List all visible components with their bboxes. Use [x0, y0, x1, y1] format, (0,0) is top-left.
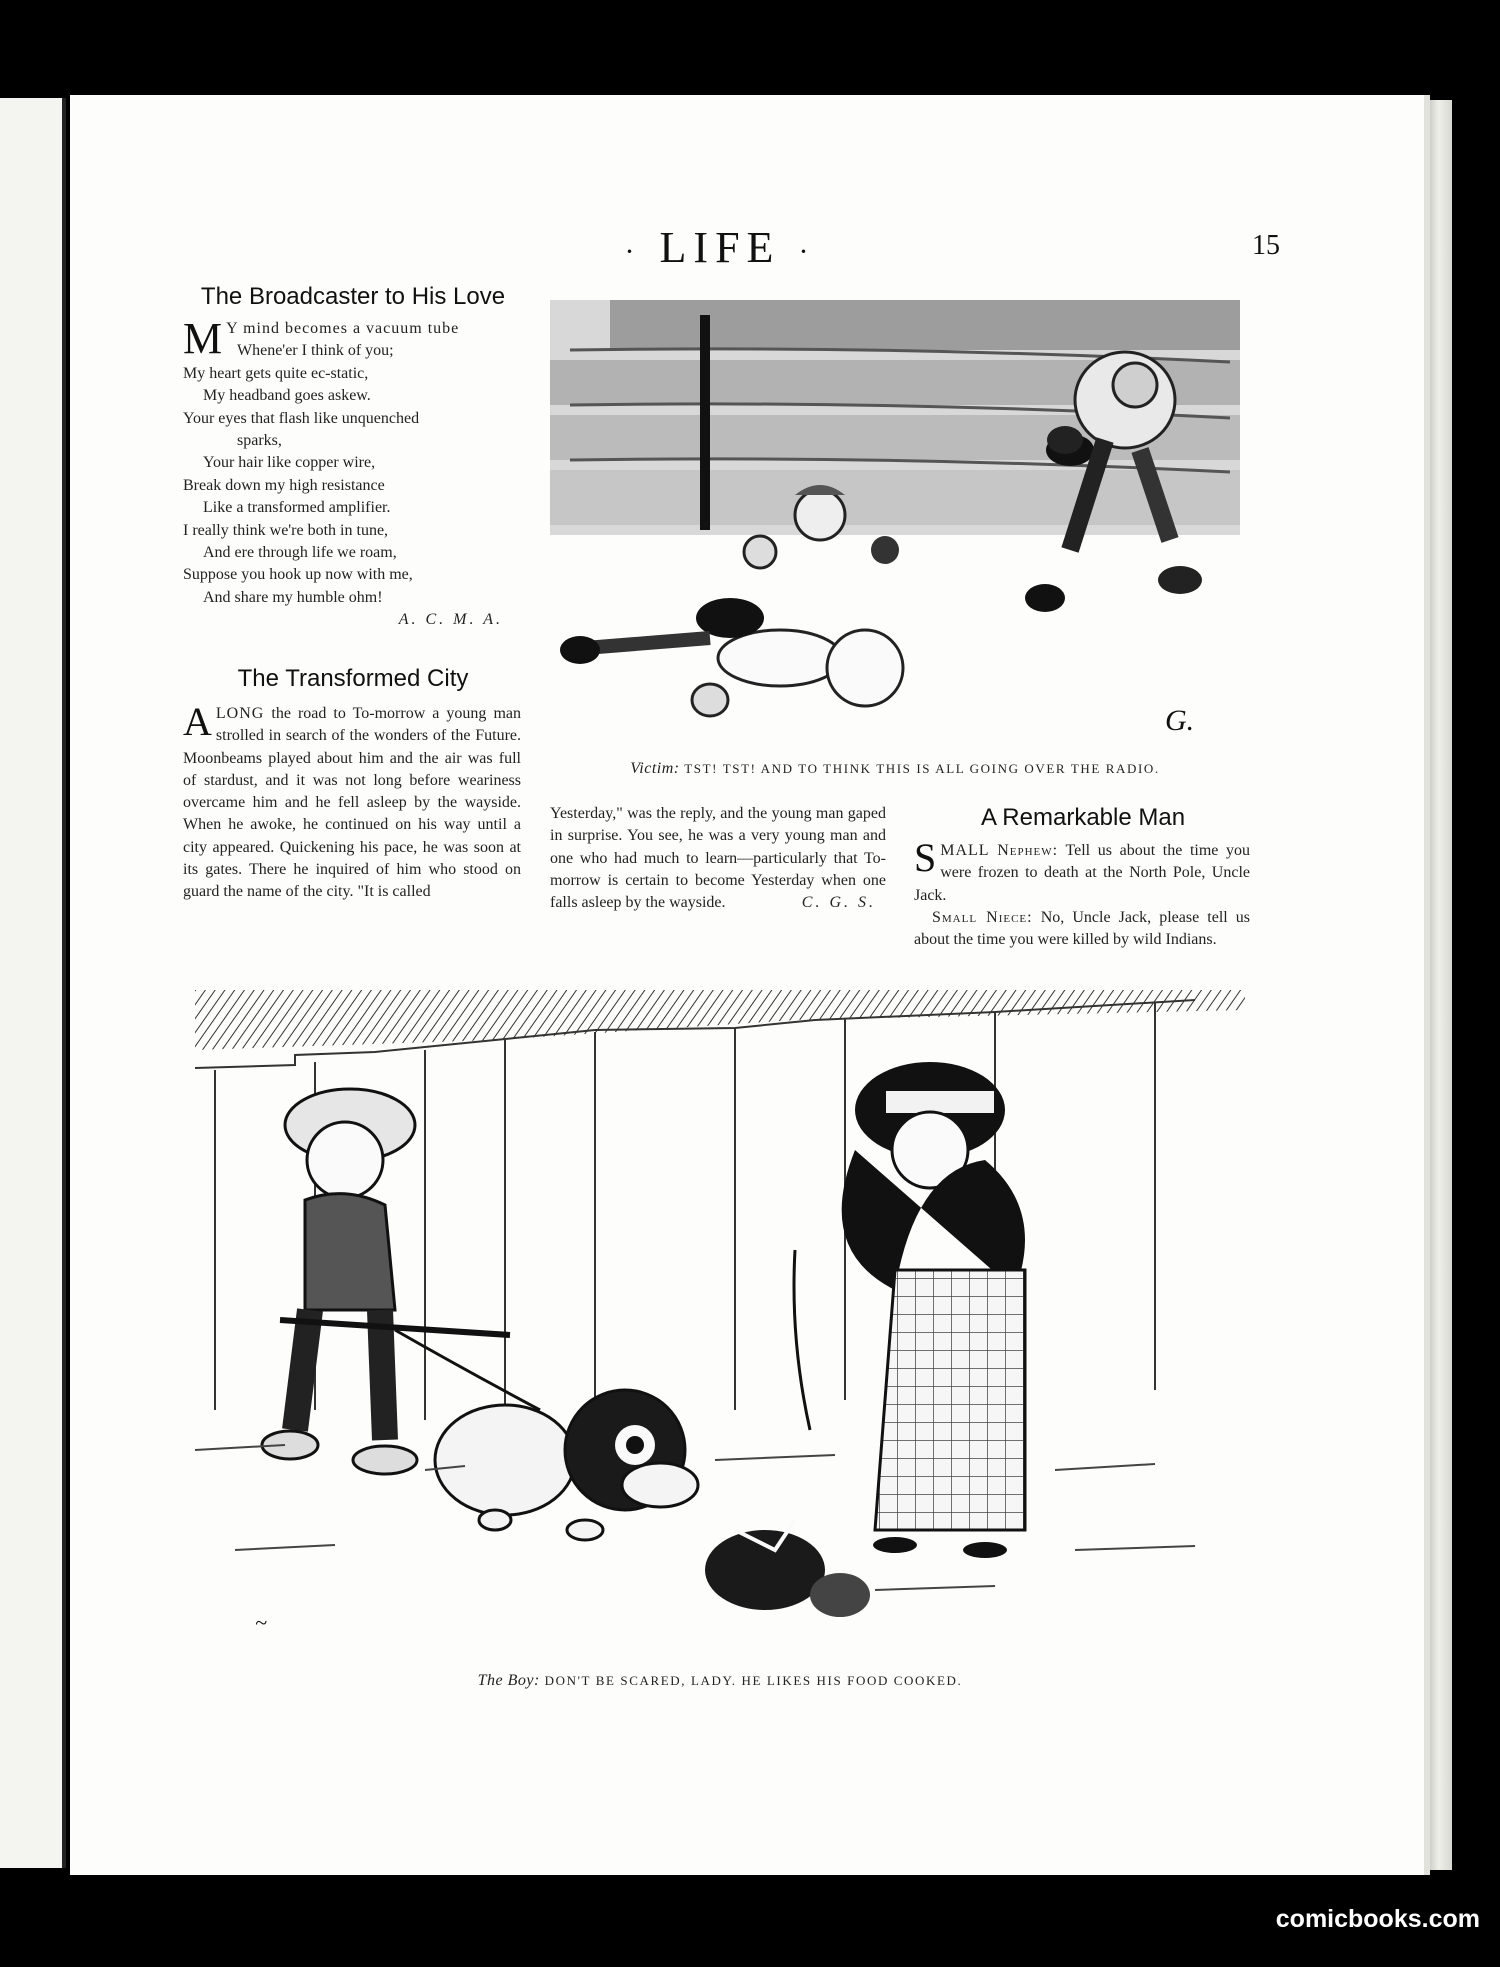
dropped-doll: [705, 1520, 870, 1617]
city-column-1-text: the road to To-morrow a young man strolled in search of the wonders of the Future. Moonbeams played about him and the air was full of stardust, and it was not long before weariness overcame him and he fell asleep by the wayside. When he awoke, he continued on his way until a city appeared. Quickening his pace, he was soon at its gates. There he inquired of him who stood on guard the name of the city. "It is called: [183, 705, 522, 901]
page-stack-edge: [1430, 100, 1452, 1870]
city-first-word: LONG: [215, 705, 265, 722]
boxing-caption-speaker: Victim:: [630, 760, 680, 777]
lady-character: [794, 1062, 1025, 1558]
city-drop-cap: A: [183, 699, 212, 744]
masthead-dot-left: ·: [624, 234, 642, 268]
page-number: 15: [1252, 230, 1280, 261]
city-signature: C. G. S.: [801, 894, 876, 912]
remarkable-body: [914, 835, 1251, 951]
bulldog-caption: [260, 1672, 1180, 1690]
knocked-out-boxer: [560, 598, 903, 716]
poem-drop-cap: M: [183, 314, 223, 363]
facing-page-edge: [0, 98, 66, 1868]
masthead: [560, 222, 880, 274]
poem-line-11: And ere through life we roam,: [203, 544, 397, 562]
poem-line-1: Y mind becomes a vacuum tube: [226, 320, 460, 337]
watermark: comicbooks.com: [1275, 1905, 1480, 1933]
city-column-2: [550, 803, 886, 914]
masthead-title: LIFE: [659, 223, 781, 272]
bulldog-illustration: [195, 990, 1245, 1645]
poem-line-9: Like a transformed amplifier.: [203, 499, 391, 517]
remarkable-first-word: MALL: [940, 842, 990, 859]
masthead-dot-right: ·: [798, 234, 816, 268]
ground-texture: [195, 1445, 1195, 1590]
remarkable-speaker-1: Nephew:: [997, 842, 1059, 859]
hatched-sky: [195, 990, 1245, 1050]
poem-line-10: I really think we're both in tune,: [183, 521, 389, 539]
remarkable-drop-cap: S: [914, 835, 937, 880]
poem-line-8: Break down my high resistance: [183, 476, 385, 494]
bulldog: [435, 1390, 698, 1540]
leash: [395, 1330, 540, 1410]
boxing-ring-illustration: [550, 290, 1240, 745]
poem-line-7: Your hair like copper wire,: [203, 454, 376, 472]
poem-line-4: My headband goes askew.: [203, 387, 371, 405]
remarkable-heading: A Remarkable Man: [980, 804, 1186, 831]
poem-line-2: Whene'er I think of you;: [237, 342, 394, 360]
remarkable-line-2: No, Uncle Jack, please tell us about the time you were killed by wild Indians.: [914, 908, 1251, 949]
bulldog-caption-speaker: The Boy:: [477, 1672, 540, 1689]
remarkable-speaker-2: Small Niece:: [932, 908, 1033, 926]
poem-body: [183, 314, 523, 632]
city-column-2-text: Yesterday," was the reply, and the young man gaped in surprise. You see, he was a very young man and one who had much to learn—particularly that To-morrow is certain to become Yesterday when one falls asleep by the wayside.: [550, 805, 886, 912]
ring-post: [700, 315, 710, 530]
city-column-1: [183, 699, 522, 904]
remarkable-line-1: Tell us about the time you were frozen to death at the North Pole, Uncle Jack.: [914, 842, 1251, 904]
poem-signature: A. C. M. A.: [398, 611, 503, 629]
bulldog-caption-text: DON'T BE SCARED, LADY. HE LIKES HIS FOOD COOKED.: [544, 1673, 963, 1688]
poem-line-6: sparks,: [237, 432, 282, 450]
poem-line-13: And share my humble ohm!: [203, 588, 383, 606]
artist-signature: G.: [1165, 704, 1195, 737]
artist-signature-bottom: ~: [255, 1610, 267, 1635]
poem-heading: The Broadcaster to His Love: [200, 283, 506, 310]
boxing-caption: [575, 760, 1215, 778]
boxing-caption-text: TST! TST! AND TO THINK THIS IS ALL GOING OVER THE RADIO.: [684, 761, 1160, 776]
poem-line-3: My heart gets quite ec-static,: [183, 364, 369, 382]
city-heading: The Transformed City: [237, 665, 469, 692]
poem-line-5: Your eyes that flash like unquenched: [183, 409, 420, 427]
poem-line-12: Suppose you hook up now with me,: [183, 566, 413, 584]
